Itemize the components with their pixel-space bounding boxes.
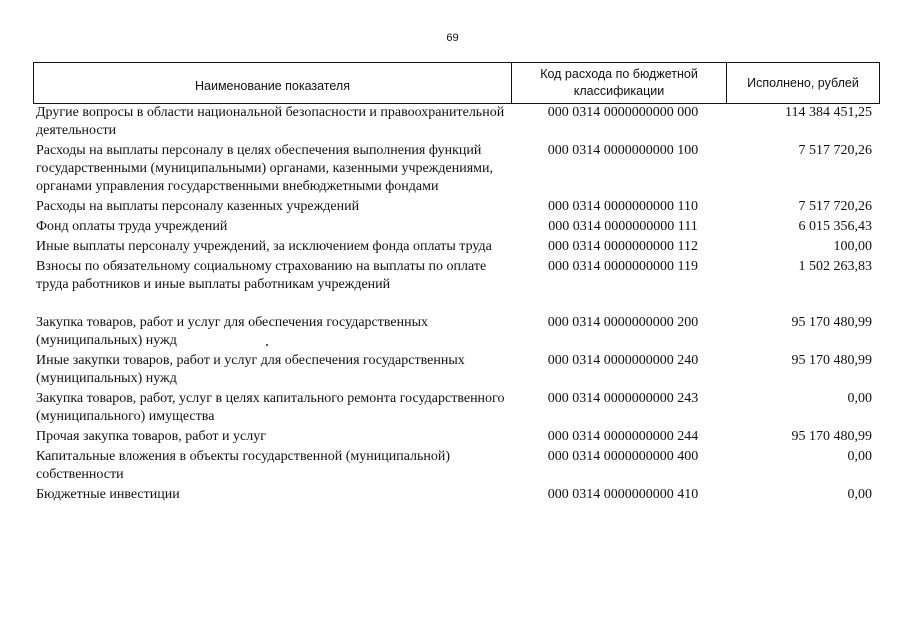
header-executed: Исполнено, рублей xyxy=(747,75,859,90)
table-row xyxy=(33,428,880,446)
row-executed: 114 384 451,25 xyxy=(785,105,872,120)
row-name: Бюджетные инвестиции xyxy=(36,487,180,502)
table-row xyxy=(33,142,880,196)
row-name: Иные закупки товаров, работ и услуг для обеспечения государственных (муниципальных) нужд xyxy=(36,353,465,386)
row-code: 000 0314 0000000000 110 xyxy=(548,199,698,214)
header-budget-code: Код расхода по бюджетной классификации xyxy=(512,63,727,103)
row-name: Взносы по обязательному социальному страхованию на выплаты по оплате труда работников и иные выплаты работникам учреждений xyxy=(36,259,487,292)
scan-speck xyxy=(266,344,268,346)
row-executed: 7 517 720,26 xyxy=(798,143,872,158)
table-row xyxy=(33,352,880,388)
row-code: 000 0314 0000000000 244 xyxy=(547,429,699,444)
row-executed: 7 517 720,26 xyxy=(798,199,872,214)
row-code: 000 0314 0000000000 111 xyxy=(548,219,698,234)
row-executed: 6 015 356,43 xyxy=(798,219,872,234)
page-number: 69 xyxy=(446,32,459,44)
row-code: 000 0314 0000000000 100 xyxy=(547,143,699,158)
row-name: Другие вопросы в области национальной безопасности и правоохранительной деятельности xyxy=(36,105,505,138)
row-name: Расходы на выплаты персоналу казенных учреждений xyxy=(36,199,360,214)
row-code: 000 0314 0000000000 119 xyxy=(548,259,698,274)
row-executed: 95 170 480,99 xyxy=(791,315,872,330)
row-name: Расходы на выплаты персоналу в целях обеспечения выполнения функций государственными (муниципальными) органами, казенными учреждениями, органами управления государственными внебюджетными фондами xyxy=(36,143,493,194)
table-row xyxy=(33,258,880,294)
row-executed: 0,00 xyxy=(847,487,872,502)
row-name: Закупка товаров, работ, услуг в целях капитального ремонта государственного (муниципального) имущества xyxy=(36,391,505,424)
row-executed: 1 502 263,83 xyxy=(798,259,872,274)
row-code: 000 0314 0000000000 112 xyxy=(548,239,698,254)
row-name: Иные выплаты персоналу учреждений, за исключением фонда оплаты труда xyxy=(36,239,492,254)
row-name: Фонд оплаты труда учреждений xyxy=(36,219,228,234)
table-row xyxy=(33,314,880,350)
row-executed: 95 170 480,99 xyxy=(791,429,872,444)
row-executed: 0,00 xyxy=(847,391,872,406)
table-row xyxy=(33,390,880,426)
row-code: 000 0314 0000000000 243 xyxy=(547,391,699,406)
table-row xyxy=(33,238,880,256)
table-row xyxy=(33,198,880,216)
table-header xyxy=(33,62,880,104)
row-name: Закупка товаров, работ и услуг для обеспечения государственных (муниципальных) нужд xyxy=(36,315,429,348)
row-code: 000 0314 0000000000 400 xyxy=(547,449,699,464)
row-code: 000 0314 0000000000 410 xyxy=(547,487,699,502)
table-row xyxy=(33,486,880,504)
table-row xyxy=(33,104,880,140)
row-code: 000 0314 0000000000 000 xyxy=(547,105,699,120)
budget-table xyxy=(33,62,880,506)
row-code: 000 0314 0000000000 240 xyxy=(547,353,699,368)
row-code: 000 0314 0000000000 200 xyxy=(547,315,699,330)
row-executed: 100,00 xyxy=(833,239,872,254)
row-executed: 95 170 480,99 xyxy=(791,353,872,368)
table-row xyxy=(33,448,880,484)
header-indicator-name: Наименование показателя xyxy=(34,63,512,103)
table-body xyxy=(33,104,880,504)
table-row xyxy=(33,218,880,236)
row-executed: 0,00 xyxy=(847,449,872,464)
row-name: Капитальные вложения в объекты государственной (муниципальной) собственности xyxy=(36,449,451,482)
row-name: Прочая закупка товаров, работ и услуг xyxy=(36,429,266,444)
